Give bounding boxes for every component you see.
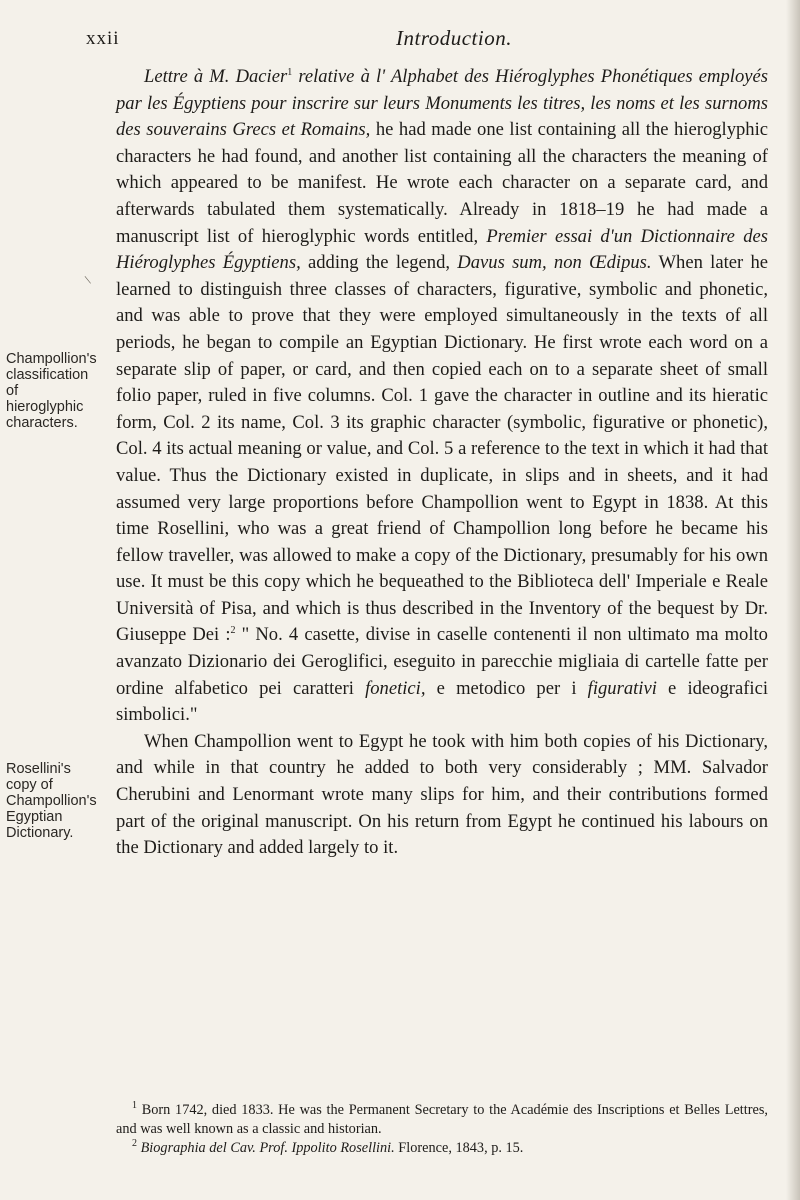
body-text — [116, 64, 768, 862]
stray-pencil-mark: \ — [83, 271, 92, 288]
paragraph-egypt-journey: When Champollion went to Egypt he took with him both copies of his Dictionary, and while in that country he added to both very considerably ; MM. Salvador Cherubini and Lenormant wrote many slips for him, and their contributions formed part of the original manuscript. On his return from Egypt he continued his labours on the Dictionary and added largely to it. — [116, 730, 768, 859]
footnote-mark: 2 — [132, 1138, 137, 1150]
page-number: xxii — [86, 28, 120, 49]
paragraph-text: When later he learned to distinguish three classes of characters, figurative, symbolic and phonetic, and was able to prove that they were employed simultaneously in the texts of all periods, he began to compile an Egyptian Dictionary. He first wrote each word on a separate slip of paper, or card, and then copied each on to a separate sheet of small folio paper, ruled in five columns. Col. 1 gave the character in outline and its hieratic form, Col. 2 its name, Col. 3 its graphic character (symbolic, figurative or phonetic), Col. 4 its actual meaning or value, and Col. 5 a reference to the text in which it had that value. Thus the Dictionary existed in duplicate, in slips and in sheets, and it had assumed very large proportions before Champollion went to Egypt in 1838. At this time Rosellini, who was a great friend of Champollion long before he became his fellow traveller, was allowed to make a copy of the Dictionary, presumably for his own use. It must be this copy which he bequeathed to the Biblioteca dell' Imperiale e Reale Università of Pisa, and which is thus described in the Inventory of the bequest by Dr. Giuseppe Dei : — [116, 252, 768, 646]
lettre-title: Lettre à M. Dacier — [144, 66, 288, 87]
paragraph-text: he had made one list containing all the hieroglyphic characters he had found, and another list containing all the characters the meaning of which appeared to be manifest. He wrote each character on a separate card, and afterwards tabulated them systematically. Already in 1818–19 he had made a manuscript list of hieroglyphic words entitled, — [116, 119, 769, 247]
paragraph-dictionary-origin — [116, 64, 768, 729]
margin-note-line: of — [6, 383, 19, 399]
footnote-ref-2: 2 — [230, 625, 236, 637]
footnotes — [116, 1101, 768, 1158]
italian-quote-figurativi: figurativi — [587, 677, 657, 699]
premier-essai-title: Premier essai d'un Dictionnaire des Hiéroglyphes Égyptiens, — [116, 225, 768, 274]
footnote-mark: 1 — [132, 1100, 137, 1112]
margin-note-line: Champollion's — [6, 351, 97, 367]
paragraph-text: adding the legend, — [300, 252, 458, 274]
margin-note-rosellini-copy — [6, 761, 98, 841]
italian-quote-fonetici: fonetici, — [365, 677, 426, 699]
page-edge-shadow — [786, 0, 800, 1200]
margin-note-line: Rosellini's — [6, 761, 71, 777]
footnote-text: Florence, 1843, p. 15. — [394, 1140, 524, 1156]
footnote-ref-1: 1 — [287, 66, 293, 78]
margin-note-line: classification — [6, 367, 89, 383]
margin-note-line: copy of — [6, 777, 53, 793]
margin-note-line: Dictionary. — [6, 825, 74, 841]
footnote-text: Born 1742, died 1833. He was the Permanent Secretary to the Académie des Inscriptions et Belles Lettres, and was well known as a classic and historian. — [116, 1102, 768, 1137]
italian-quote: " No. 4 casette, divise in caselle contenenti il non ultimato ma molto avanzato Dizionario dei Geroglifici, eseguito in parecchie migliaia di cartelle fatte per ordine alfabetico pei caratteri — [116, 624, 768, 699]
margin-note-line: Egyptian — [6, 809, 63, 825]
footnote-2 — [116, 1139, 768, 1158]
margin-note-classification — [6, 351, 98, 431]
italian-quote: e ideografici simbolici." — [116, 677, 768, 726]
running-head: Introduction. — [396, 26, 512, 50]
italian-quote: e metodico per i — [425, 677, 588, 699]
margin-note-line: hieroglyphic — [6, 399, 84, 415]
margin-note-line: Champollion's — [6, 793, 97, 809]
footnote-1 — [116, 1101, 768, 1139]
lettre-title-rest: relative à l' Alphabet des Hiéroglyphes Phonétiques employés par les Égyptiens pour inscrire sur leurs Monuments les titres, les noms et les surnoms des souverains Grecs et Romains, — [116, 66, 768, 141]
margin-note-line: characters. — [6, 415, 78, 431]
legend-text: Davus sum, non Œdipus. — [457, 252, 652, 274]
page-header — [0, 24, 800, 58]
footnote-title: Biographia del Cav. Prof. Ippolito Rosellini. — [137, 1140, 395, 1156]
